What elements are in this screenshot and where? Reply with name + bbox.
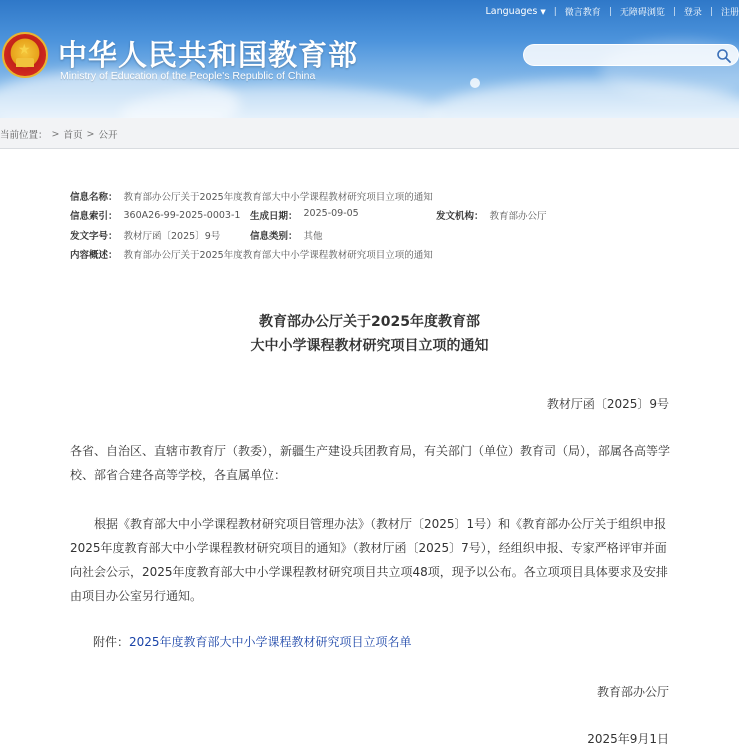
accessibility-link[interactable]: 无障碍浏览 (619, 8, 665, 18)
dandelion-decoration (470, 78, 480, 88)
site-header (0, 0, 739, 118)
breadcrumb-separator: > (51, 128, 60, 140)
info-row-index (70, 206, 690, 226)
addressees-paragraph: 各省、自治区、直辖市教育厅（教委），新疆生产建设兵团教育局，有关部门（单位）教育司（局），部属各高等学校、部省合建各高等学校，各直属单位： (70, 444, 671, 482)
info-label: 信息名称： (70, 191, 118, 203)
sign-date: 2025年9月1日 (587, 732, 669, 746)
document-title-line-2: 大中小学课程教材研究项目立项的通知 (250, 338, 489, 354)
document-info-table (70, 186, 690, 264)
languages-dropdown[interactable] (478, 6, 546, 17)
info-value: 其他 (303, 230, 323, 242)
attachment (93, 633, 412, 650)
body-paragraph: 根据《教育部大中小学课程教材研究项目管理办法》（教材厅〔2025〕1号）和《教育部办公厅关于组织申报2025年度教育部大中小学课程教材研究项目的通知》（教材厅函〔2025〕7号），经组织申报、专家严格评审并面向社会公示，2025年度教育部大中小学课程教材研究项目共立项48项，现予以公布。各立项项目具体要求及安排由项目办公室另行通知。 (70, 517, 668, 603)
star-icon: ★ (18, 42, 31, 58)
register-link[interactable]: 注册 (720, 8, 739, 18)
weiyan-link[interactable]: 微言教育 (564, 8, 601, 18)
info-value: 2025-09-05 (303, 208, 359, 220)
breadcrumb-separator: > (86, 128, 95, 140)
info-value: 教育部办公厅关于2025年度教育部大中小学课程教材研究项目立项的通知 (123, 250, 433, 262)
document-number: 教材厅函〔2025〕9号 (546, 397, 669, 411)
breadcrumb-home[interactable]: 首页 (63, 130, 83, 141)
login-link[interactable]: 登录 (683, 8, 702, 18)
info-value: 教育部办公厅关于2025年度教育部大中小学课程教材研究项目立项的通知 (123, 191, 433, 203)
chevron-down-icon: ▼ (540, 7, 546, 16)
info-row-summary (70, 245, 690, 265)
breadcrumb-public[interactable]: 公开 (98, 130, 118, 141)
divider: | (672, 6, 676, 17)
languages-label: Languages (485, 6, 538, 17)
search-input[interactable] (523, 44, 739, 66)
signer: 教育部办公厅 (596, 685, 669, 699)
site-subtitle: Ministry of Education of the People's Republic of China (60, 70, 316, 82)
info-label: 信息类别： (250, 230, 298, 242)
info-label: 发文字号： (70, 230, 118, 242)
info-row-name (70, 186, 690, 206)
info-label: 内容概述： (70, 250, 118, 262)
divider: | (553, 6, 557, 17)
attachment-link[interactable]: 2025年度教育部大中小学课程教材研究项目立项名单 (129, 635, 412, 649)
top-navigation (470, 5, 739, 18)
site-title[interactable]: 中华人民共和国教育部 (58, 38, 359, 72)
info-value: 360A26-99-2025-0003-1 (123, 209, 241, 221)
info-label: 生成日期： (250, 211, 298, 223)
divider: | (709, 6, 713, 17)
info-row-docno (70, 225, 690, 245)
search-icon[interactable] (716, 48, 732, 64)
info-value: 教材厅函〔2025〕9号 (123, 230, 221, 242)
info-value: 教育部办公厅 (489, 211, 547, 223)
info-label: 发文机构： (436, 211, 484, 223)
attachment-label: 附件： (93, 635, 130, 649)
tiananmen-icon (16, 58, 34, 67)
info-label: 信息索引： (70, 211, 118, 223)
breadcrumb-prefix: 当前位置： (0, 130, 48, 141)
breadcrumb (0, 127, 117, 141)
breadcrumb-bar (0, 118, 739, 149)
national-emblem-logo[interactable] (2, 32, 48, 78)
document-title-line-1: 教育部办公厅关于2025年度教育部 (259, 314, 480, 330)
divider: | (608, 6, 612, 17)
